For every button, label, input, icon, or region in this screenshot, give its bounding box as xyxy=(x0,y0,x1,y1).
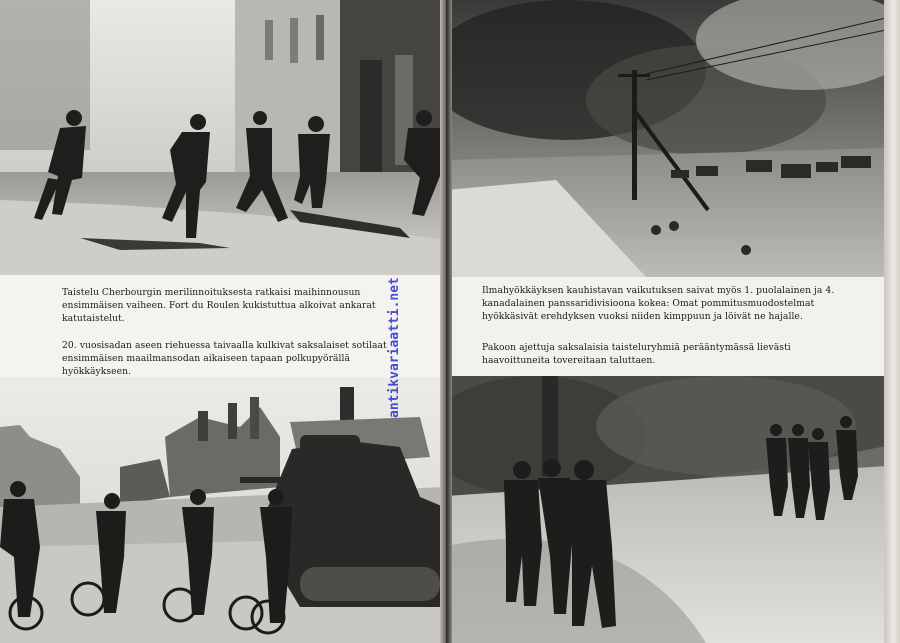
caption-air-attack: Ilmahyökkäyksen kauhistavan vaikutuksen saivat myös 1. puolalainen ja 4. kanadalainen panssaridivisioona kokea: Omat pommitusmuodostelmat hyökkäsivät erehdyksen vuoksi niiden kimppuun ja löivät ne hajalle. xyxy=(482,285,835,323)
photo-retreating-soldiers xyxy=(446,376,886,643)
right-page xyxy=(446,0,900,643)
photo-air-attack-smoke xyxy=(446,0,886,277)
left-page xyxy=(0,0,444,643)
caption-bicycles: 20. vuosisadan aseen riehuessa taivaalla kulkivat saksalaiset sotilaat ensimmäisen maailmansodan aikaiseen tapaan polkupyörällä hyökkäykseen. xyxy=(62,340,387,378)
caption-cherbourg: Taistelu Cherbourgin merilinnoituksesta ratkaisi maihinnousun ensimmäisen vaiheen. Fort du Roulen kukistuttua alkoivat ankarat katutaistelut. xyxy=(62,287,376,325)
watermark xyxy=(387,228,405,418)
photo-tank-cyclists xyxy=(0,377,444,643)
photo-street-fighting xyxy=(0,0,444,275)
watermark-text: antikvariaatti.net xyxy=(387,277,402,418)
caption-retreat: Pakoon ajettuja saksalaisia taisteluryhmiä perääntymässä lievästi haavoittuneita tovereitaan taluttaen. xyxy=(482,342,791,367)
book-gutter xyxy=(440,0,452,643)
page-edge xyxy=(884,0,900,643)
